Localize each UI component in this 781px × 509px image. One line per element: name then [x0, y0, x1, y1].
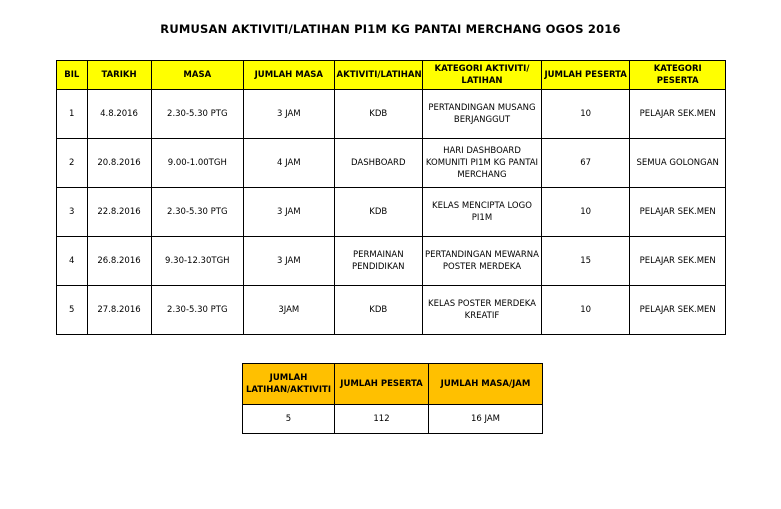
col-header-kategori-peserta: KATEGORI PESERTA — [630, 61, 726, 90]
cell-masa: 2.30-5.30 PTG — [151, 286, 244, 335]
cell-kategori-peserta: PELAJAR SEK.MEN — [630, 90, 726, 139]
cell-jumlah-masa: 3 JAM — [244, 188, 334, 237]
cell-aktiviti: DASHBOARD — [334, 139, 422, 188]
table-row — [57, 90, 726, 139]
cell-kategori-aktiviti: PERTANDINGAN MEWARNA POSTER MERDEKA — [423, 237, 542, 286]
cell-aktiviti: KDB — [334, 286, 422, 335]
summary-header-row — [243, 364, 543, 405]
summary-header-jumlah-peserta: JUMLAH PESERTA — [335, 364, 429, 405]
col-header-jumlah-masa: JUMLAH MASA — [244, 61, 334, 90]
cell-aktiviti: KDB — [334, 90, 422, 139]
cell-kategori-aktiviti: KELAS POSTER MERDEKA KREATIF — [423, 286, 542, 335]
cell-tarikh: 20.8.2016 — [87, 139, 151, 188]
col-header-kategori-aktiviti: KATEGORI AKTIVITI/ LATIHAN — [423, 61, 542, 90]
cell-kategori-peserta: SEMUA GOLONGAN — [630, 139, 726, 188]
summary-row — [243, 405, 543, 434]
cell-bil: 2 — [57, 139, 88, 188]
cell-bil: 3 — [57, 188, 88, 237]
cell-masa: 9.00-1.00TGH — [151, 139, 244, 188]
col-header-masa: MASA — [151, 61, 244, 90]
cell-masa: 9.30-12.30TGH — [151, 237, 244, 286]
cell-tarikh: 4.8.2016 — [87, 90, 151, 139]
cell-jumlah-peserta: 10 — [541, 90, 629, 139]
cell-kategori-aktiviti: KELAS MENCIPTA LOGO PI1M — [423, 188, 542, 237]
cell-jumlah-peserta: 15 — [541, 237, 629, 286]
table-row — [57, 188, 726, 237]
summary-table — [242, 363, 543, 434]
cell-masa: 2.30-5.30 PTG — [151, 188, 244, 237]
cell-tarikh: 22.8.2016 — [87, 188, 151, 237]
page-title: RUMUSAN AKTIVITI/LATIHAN PI1M KG PANTAI MERCHANG OGOS 2016 — [160, 22, 621, 36]
table-header-row — [57, 61, 726, 90]
col-header-aktiviti: AKTIVITI/LATIHAN — [334, 61, 422, 90]
col-header-jumlah-peserta: JUMLAH PESERTA — [541, 61, 629, 90]
activity-table — [56, 60, 726, 335]
table-row — [57, 139, 726, 188]
cell-masa: 2.30-5.30 PTG — [151, 90, 244, 139]
cell-jumlah-masa: 3 JAM — [244, 90, 334, 139]
col-header-bil: BIL — [57, 61, 88, 90]
summary-header-jumlah-latihan: JUMLAH LATIHAN/AKTIVITI — [243, 364, 335, 405]
cell-tarikh: 27.8.2016 — [87, 286, 151, 335]
table-row — [57, 237, 726, 286]
table-row — [57, 286, 726, 335]
summary-header-jumlah-masa: JUMLAH MASA/JAM — [429, 364, 543, 405]
cell-kategori-peserta: PELAJAR SEK.MEN — [630, 286, 726, 335]
cell-aktiviti: KDB — [334, 188, 422, 237]
cell-jumlah-masa: 4 JAM — [244, 139, 334, 188]
cell-jumlah-peserta: 10 — [541, 286, 629, 335]
cell-bil: 1 — [57, 90, 88, 139]
cell-jumlah-masa: 3 JAM — [244, 237, 334, 286]
cell-aktiviti: PERMAINAN PENDIDIKAN — [334, 237, 422, 286]
cell-kategori-peserta: PELAJAR SEK.MEN — [630, 237, 726, 286]
cell-jumlah-peserta: 67 — [541, 139, 629, 188]
cell-bil: 5 — [57, 286, 88, 335]
cell-kategori-peserta: PELAJAR SEK.MEN — [630, 188, 726, 237]
cell-bil: 4 — [57, 237, 88, 286]
summary-jumlah-peserta: 112 — [335, 405, 429, 434]
col-header-tarikh: TARIKH — [87, 61, 151, 90]
cell-jumlah-masa: 3JAM — [244, 286, 334, 335]
cell-kategori-aktiviti: HARI DASHBOARD KOMUNITI PI1M KG PANTAI MERCHANG — [423, 139, 542, 188]
cell-kategori-aktiviti: PERTANDINGAN MUSANG BERJANGGUT — [423, 90, 542, 139]
cell-tarikh: 26.8.2016 — [87, 237, 151, 286]
cell-jumlah-peserta: 10 — [541, 188, 629, 237]
summary-jumlah-masa: 16 JAM — [429, 405, 543, 434]
summary-jumlah-latihan: 5 — [243, 405, 335, 434]
